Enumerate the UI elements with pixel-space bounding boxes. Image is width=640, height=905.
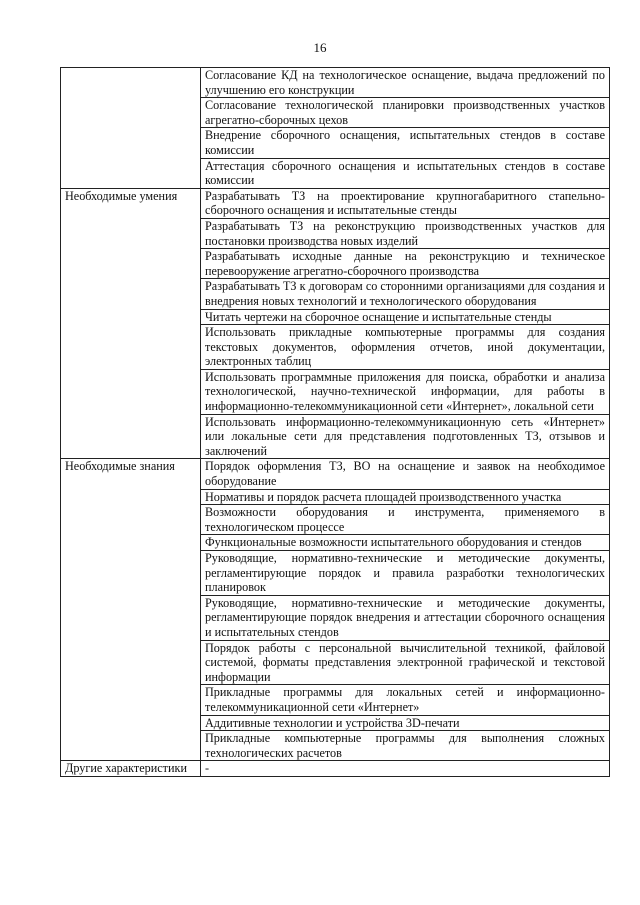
row-item: Использовать прикладные компьютерные программы для создания текстовых документов, оформления отчетов, иной документации, электронных таблиц: [201, 325, 610, 370]
row-item: Разрабатывать ТЗ на реконструкцию производственных участков для постановки производства новых изделий: [201, 218, 610, 248]
row-item: Разрабатывать ТЗ к договорам со сторонними организациями для создания и внедрения новых технологий и технологического оборудования: [201, 279, 610, 309]
page-number: 16: [313, 40, 327, 55]
row-label: [61, 68, 201, 189]
table-row: [61, 188, 610, 218]
row-item: Аддитивные технологии и устройства 3D-печати: [201, 715, 610, 731]
row-item: Руководящие, нормативно-технические и методические документы, регламентирующие порядок и правила разработки технологических планировок: [201, 551, 610, 596]
row-item: Внедрение сборочного оснащения, испытательных стендов в составе комиссии: [201, 128, 610, 158]
characteristics-table: [60, 67, 610, 777]
row-label: Другие характеристики: [61, 761, 201, 777]
row-item: Возможности оборудования и инструмента, применяемого в технологическом процессе: [201, 505, 610, 535]
row-item: Согласование КД на технологическое оснащение, выдача предложений по улучшению его конструкции: [201, 68, 610, 98]
row-label: Необходимые умения: [61, 188, 201, 459]
row-item: Использовать информационно-телекоммуникационную сеть «Интернет» или локальные сети для представления подготовленных ТЗ, отзывов и заключений: [201, 414, 610, 459]
row-label: Необходимые знания: [61, 459, 201, 761]
row-item: Использовать программные приложения для поиска, обработки и анализа технологической, научно-технической информации, для работы в информационно-телекоммуникационной сети «Интернет», локальной сети: [201, 369, 610, 414]
row-item: Нормативы и порядок расчета площадей производственного участка: [201, 489, 610, 505]
row-item: Читать чертежи на сборочное оснащение и испытательные стенды: [201, 309, 610, 325]
table-row: [61, 68, 610, 98]
row-item: Порядок работы с персональной вычислительной техникой, файловой системой, форматы представления электронной графической и текстовой информации: [201, 640, 610, 685]
row-item: Прикладные компьютерные программы для выполнения сложных технологических расчетов: [201, 731, 610, 761]
row-item: Аттестация сборочного оснащения и испытательных стендов в составе комиссии: [201, 158, 610, 188]
row-item: Функциональные возможности испытательного оборудования и стендов: [201, 535, 610, 551]
row-item: Порядок оформления ТЗ, ВО на оснащение и заявок на необходимое оборудование: [201, 459, 610, 489]
row-item: Согласование технологической планировки производственных участков агрегатно-сборочных цехов: [201, 98, 610, 128]
row-item: Прикладные программы для локальных сетей и информационно-телекоммуникационной сети «Интернет»: [201, 685, 610, 715]
row-item: Разрабатывать ТЗ на проектирование крупногабаритного стапельно-сборочного оснащения и испытательные стенды: [201, 188, 610, 218]
table-row: [61, 761, 610, 777]
row-item: -: [201, 761, 610, 777]
row-item: Разрабатывать исходные данные на реконструкцию и техническое перевооружение агрегатно-сборочного производства: [201, 249, 610, 279]
row-item: Руководящие, нормативно-технические и методические документы, регламентирующие порядок внедрения и аттестации сборочного оснащения и испытательных стендов: [201, 595, 610, 640]
table-row: [61, 459, 610, 489]
